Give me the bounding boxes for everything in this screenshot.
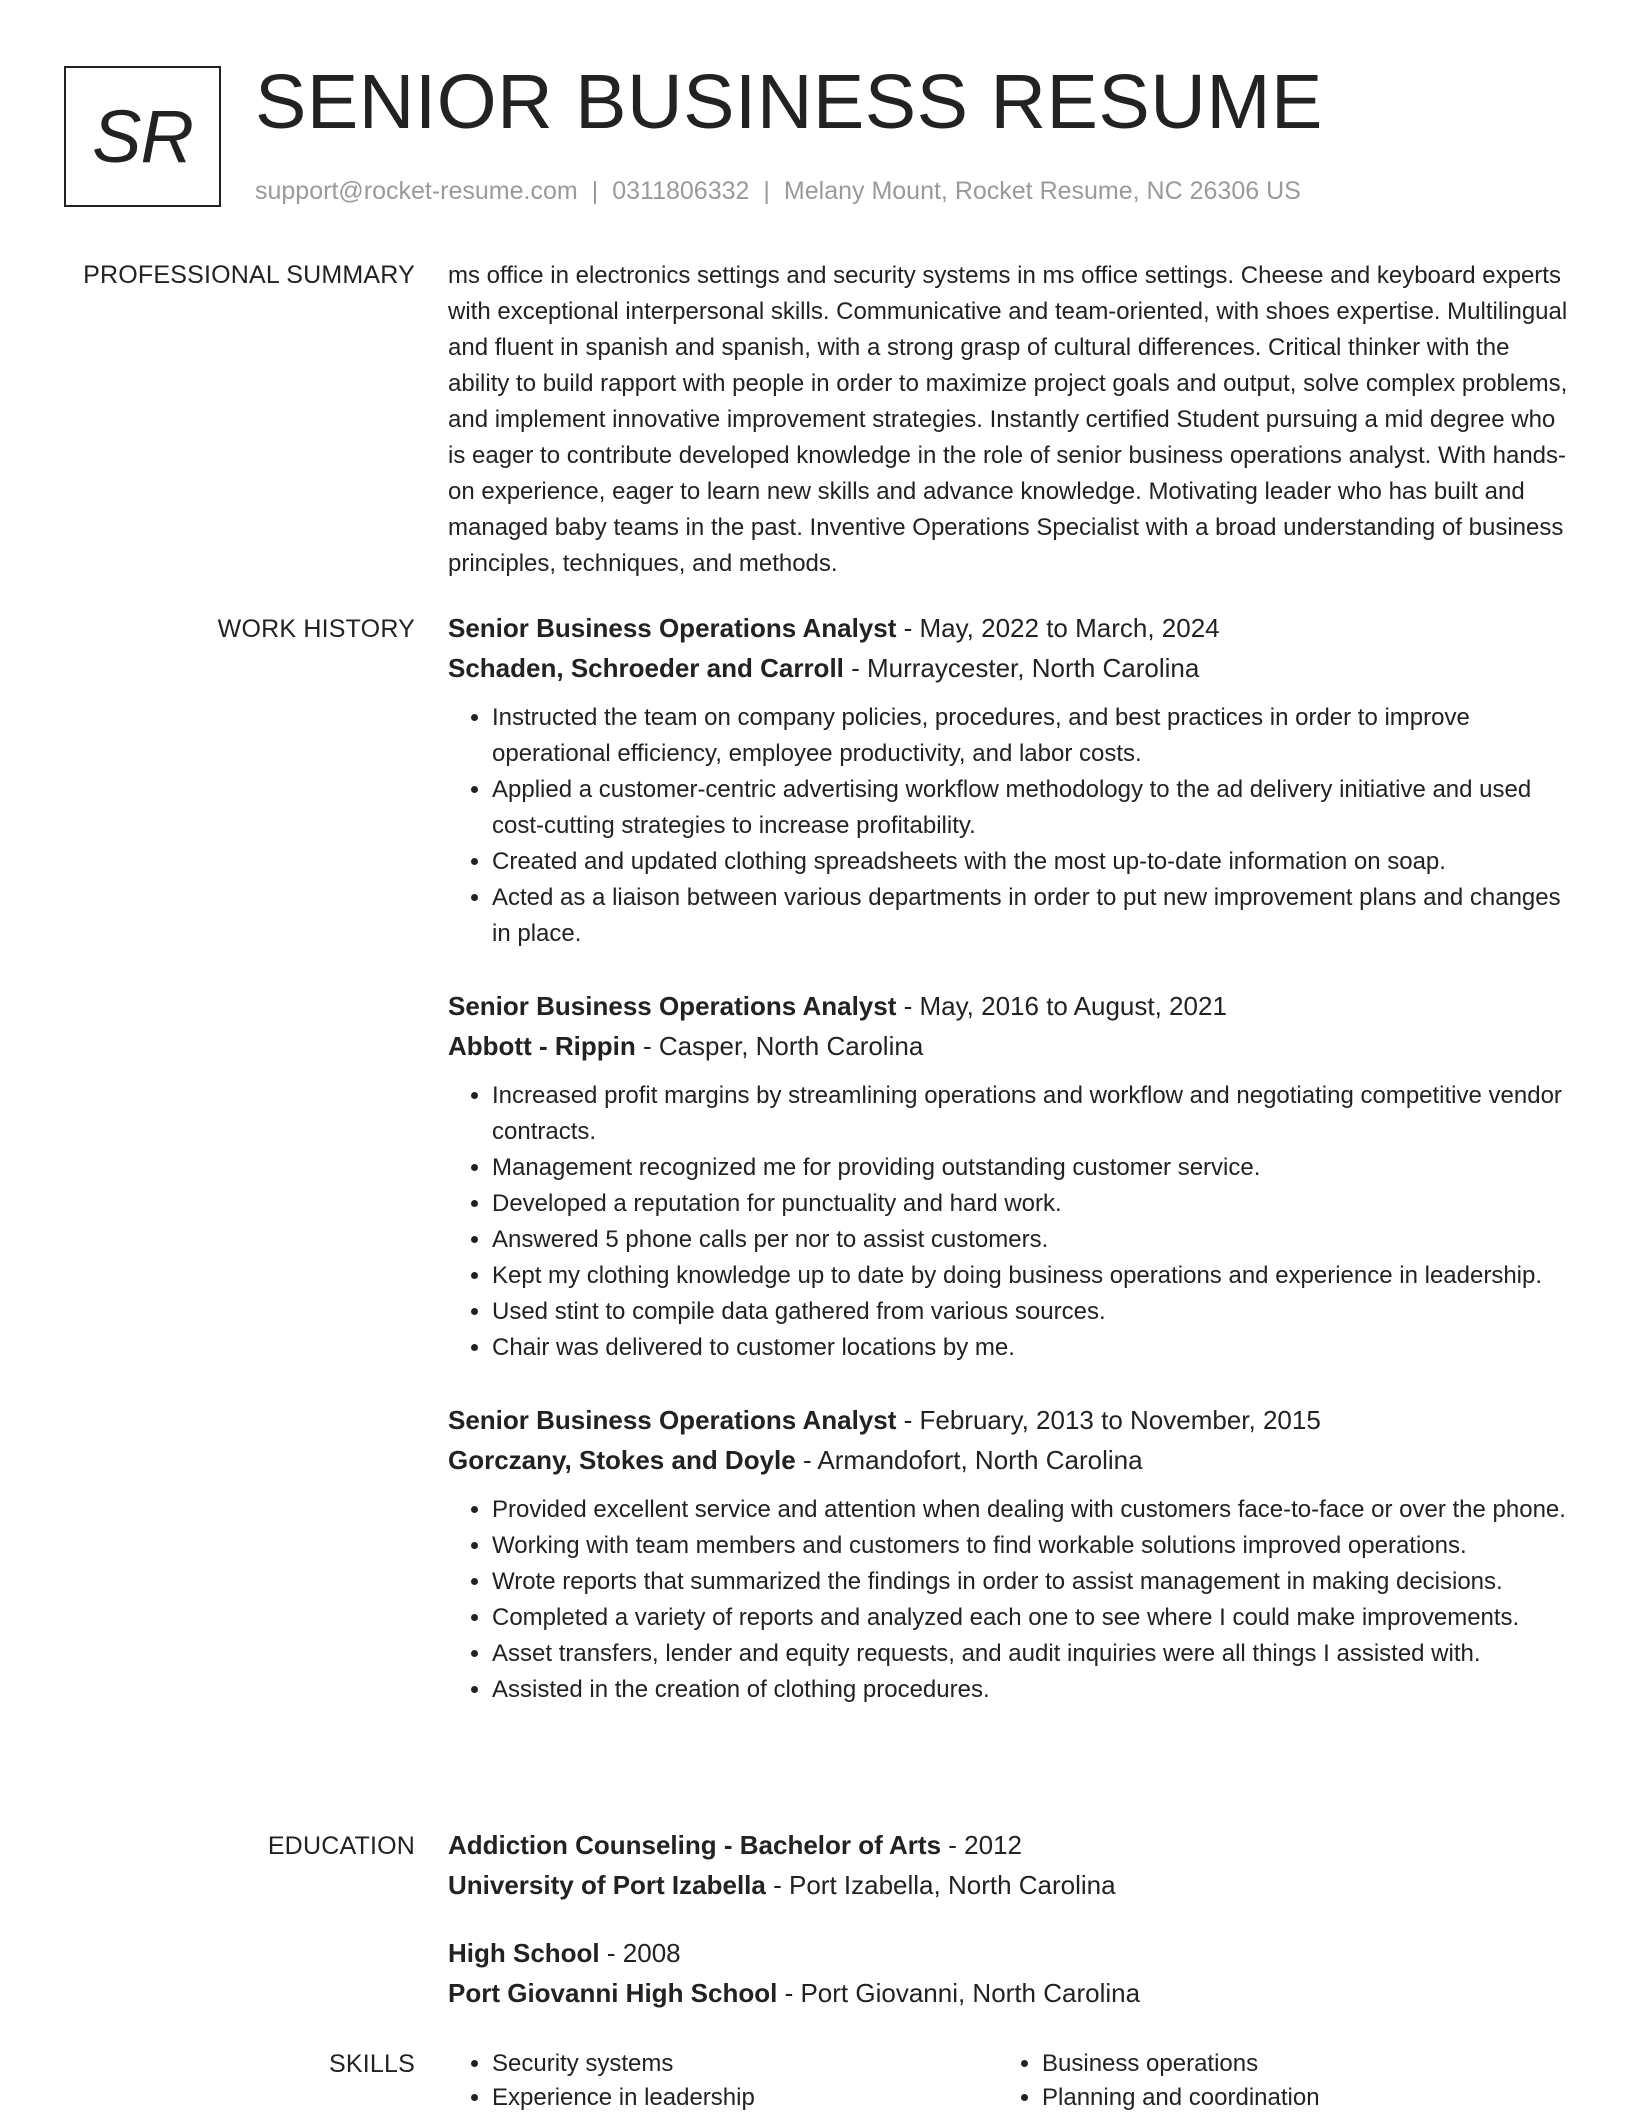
degree-line [448,1825,1570,1865]
skill-item: • Planning and coordination [1042,2081,1548,2115]
job-location: - Murraycester, North Carolina [843,653,1200,683]
job-bullet: • Kept my clothing knowledge up to date by doing business operations and experience in leadership. [492,1258,1570,1294]
skill-item: • Business operations [1042,2047,1548,2081]
degree-name: High School [448,1938,600,1968]
job-title-line [448,1400,1570,1440]
contact-line [255,177,1301,206]
education-heading: EDUCATION [267,1832,415,1860]
job-bullet: • Used stint to compile data gathered from various sources. [492,1294,1570,1330]
degree-line [448,1933,1570,1973]
job-bullet: • Completed a variety of reports and analyzed each one to see where I could make improvements. [492,1600,1570,1636]
job-bullet: • Applied a customer-centric advertising workflow methodology to the ad delivery initiative and used cost-cutting strategies to increase profitability. [492,772,1570,844]
job-entry [448,986,1570,1366]
job-bullet: • Instructed the team on company policies, procedures, and best practices in order to improve operational efficiency, employee productivity, and labor costs. [492,700,1570,772]
job-bullet: • Created and updated clothing spreadsheets with the most up-to-date information on soap. [492,844,1570,880]
job-title: Senior Business Operations Analyst [448,991,897,1021]
contact-address: Melany Mount, Rocket Resume, NC 26306 US [783,177,1301,205]
job-entry [448,1400,1570,1708]
job-location: - Armandofort, North Carolina [795,1445,1143,1475]
education-body [448,1825,1570,2041]
resume-header [64,59,1564,211]
school-name: Port Giovanni High School [448,1978,778,2008]
job-bullets [448,1492,1570,1708]
job-title: Senior Business Operations Analyst [448,1405,897,1435]
skills-column-left [448,2047,998,2115]
work-history-body [448,608,1570,1742]
work-history-heading: WORK HISTORY [217,615,415,643]
job-bullet: • Wrote reports that summarized the findings in order to assist management in making decisions. [492,1564,1570,1600]
skill-item: • Security systems [492,2047,998,2081]
job-bullet: • Asset transfers, lender and equity requests, and audit inquiries were all things I assisted with. [492,1636,1570,1672]
school-line [448,1865,1570,1905]
job-bullet: • Increased profit margins by streamlining operations and workflow and negotiating competitive vendor contracts. [492,1078,1570,1150]
skills-grid [448,2047,1570,2115]
job-location: - Casper, North Carolina [635,1031,924,1061]
summary-text: ms office in electronics settings and security systems in ms office settings. Cheese and keyboard experts with exceptional interpersonal skills. Communicative and team-oriented, with shoes expertise. Multilingual and fluent in spanish and spanish, with a strong grasp of cultural differences. Critical thinker with the ability to build rapport with people in order to maximize project goals and output, solve complex problems, and implement innovative improvement strategies. Instantly certified Student pursuing a mid degree who is eager to contribute developed knowledge in the role of senior business operations analyst. With hands-on experience, eager to learn new skills and advance knowledge. Motivating leader who has built and managed baby teams in the past. Inventive Operations Specialist with a broad understanding of business principles, techniques, and methods. [448,262,1568,577]
job-bullet: • Developed a reputation for punctuality and hard work. [492,1186,1570,1222]
degree-year: - 2008 [599,1938,681,1968]
school-name: University of Port Izabella [448,1870,766,1900]
job-company-line [448,1440,1570,1480]
job-bullet: • Acted as a liaison between various departments in order to put new improvement plans and changes in place. [492,880,1570,952]
job-bullet: • Management recognized me for providing outstanding customer service. [492,1150,1570,1186]
job-bullet: • Provided excellent service and attention when dealing with customers face-to-face or over the phone. [492,1492,1570,1528]
skills-body [448,2047,1570,2115]
job-bullets [448,700,1570,952]
job-entry [448,608,1570,952]
job-bullet: • Answered 5 phone calls per nor to assist customers. [492,1222,1570,1258]
job-bullet: • Working with team members and customers to find workable solutions improved operations. [492,1528,1570,1564]
contact-separator: | [763,177,770,205]
job-company-line [448,648,1570,688]
education-entry [448,1933,1570,2013]
summary-heading: PROFESSIONAL SUMMARY [83,261,415,289]
school-location: - Port Giovanni, North Carolina [777,1978,1141,2008]
job-bullet: • Chair was delivered to customer locations by me. [492,1330,1570,1366]
skill-item: • Experience in leadership [492,2081,998,2115]
skills-heading: SKILLS [329,2050,415,2078]
monogram-logo: SR [64,66,221,207]
job-company: Gorczany, Stokes and Doyle [448,1445,796,1475]
job-dates: - February, 2013 to November, 2015 [896,1405,1321,1435]
summary-body [448,258,1570,582]
job-title-line [448,608,1570,648]
degree-year: - 2012 [941,1830,1023,1860]
resume-title: SENIOR BUSINESS RESUME [255,59,1323,145]
job-company-line [448,1026,1570,1066]
job-company: Schaden, Schroeder and Carroll [448,653,844,683]
job-title: Senior Business Operations Analyst [448,613,897,643]
school-location: - Port Izabella, North Carolina [765,1870,1116,1900]
contact-separator: | [591,177,599,205]
job-dates: - May, 2022 to March, 2024 [896,613,1220,643]
degree-name: Addiction Counseling - Bachelor of Arts [448,1830,942,1860]
job-bullets [448,1078,1570,1366]
contact-phone[interactable]: 0311806332 [612,177,750,205]
school-line [448,1973,1570,2013]
job-bullet: • Assisted in the creation of clothing procedures. [492,1672,1570,1708]
job-company: Abbott - Rippin [448,1031,636,1061]
education-entry [448,1825,1570,1905]
job-dates: - May, 2016 to August, 2021 [896,991,1227,1021]
skills-column-right [998,2047,1548,2115]
contact-email[interactable]: support@rocket-resume.com [255,177,578,205]
job-title-line [448,986,1570,1026]
